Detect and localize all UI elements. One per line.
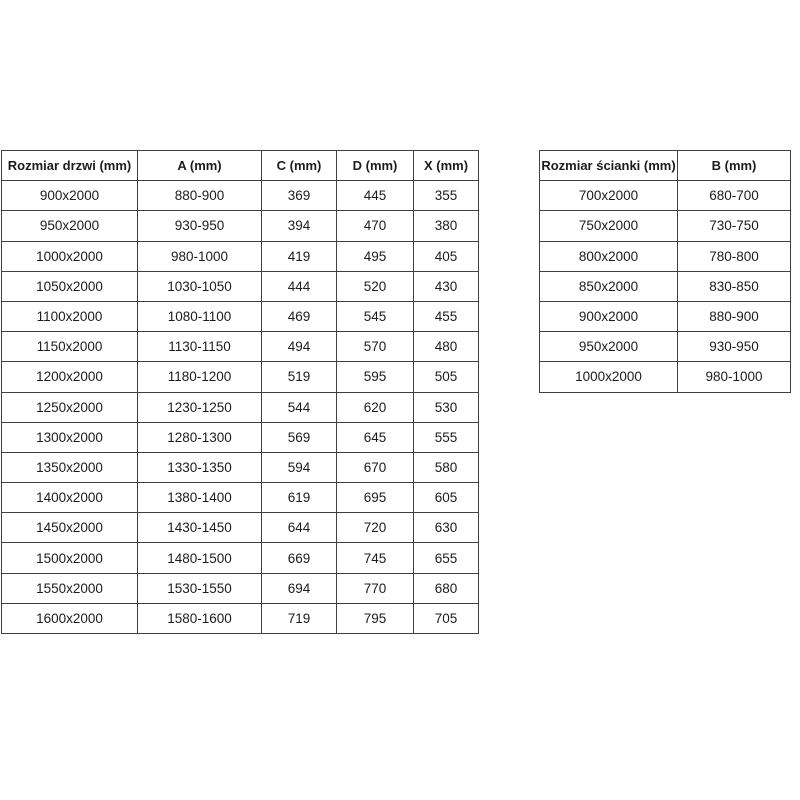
table-cell: 570 xyxy=(337,332,414,362)
table-cell: 545 xyxy=(337,301,414,331)
table-cell: 1400x2000 xyxy=(2,483,138,513)
table-cell: 730-750 xyxy=(678,211,791,241)
table-cell: 1530-1550 xyxy=(138,573,262,603)
table-cell: 980-1000 xyxy=(138,241,262,271)
table-cell: 530 xyxy=(414,392,479,422)
table-cell: 569 xyxy=(262,422,337,452)
door-size-table xyxy=(1,150,479,634)
table-cell: 1130-1150 xyxy=(138,332,262,362)
table-cell: 494 xyxy=(262,332,337,362)
table-cell: 1480-1500 xyxy=(138,543,262,573)
wall-table-header-row xyxy=(540,151,791,181)
table-row xyxy=(2,483,479,513)
table-cell: 520 xyxy=(337,271,414,301)
table-cell: 580 xyxy=(414,452,479,482)
table-cell: 1080-1100 xyxy=(138,301,262,331)
table-cell: 380 xyxy=(414,211,479,241)
table-cell: 1280-1300 xyxy=(138,422,262,452)
column-header: Rozmiar ścianki (mm) xyxy=(540,151,678,181)
table-cell: 950x2000 xyxy=(2,211,138,241)
table-row xyxy=(2,362,479,392)
table-cell: 644 xyxy=(262,513,337,543)
table-cell: 469 xyxy=(262,301,337,331)
table-cell: 930-950 xyxy=(138,211,262,241)
table-row xyxy=(2,573,479,603)
table-cell: 445 xyxy=(337,181,414,211)
table-row xyxy=(540,181,791,211)
table-cell: 430 xyxy=(414,271,479,301)
wall-size-table xyxy=(539,150,791,393)
table-row xyxy=(540,211,791,241)
table-cell: 1050x2000 xyxy=(2,271,138,301)
table-cell: 795 xyxy=(337,603,414,633)
table-cell: 900x2000 xyxy=(540,301,678,331)
table-cell: 1350x2000 xyxy=(2,452,138,482)
table-cell: 1430-1450 xyxy=(138,513,262,543)
table-cell: 655 xyxy=(414,543,479,573)
table-row xyxy=(2,181,479,211)
table-cell: 555 xyxy=(414,422,479,452)
table-cell: 619 xyxy=(262,483,337,513)
table-cell: 1300x2000 xyxy=(2,422,138,452)
column-header: A (mm) xyxy=(138,151,262,181)
table-cell: 1330-1350 xyxy=(138,452,262,482)
table-cell: 1030-1050 xyxy=(138,271,262,301)
table-cell: 1380-1400 xyxy=(138,483,262,513)
table-cell: 594 xyxy=(262,452,337,482)
table-cell: 880-900 xyxy=(138,181,262,211)
table-cell: 719 xyxy=(262,603,337,633)
table-cell: 1180-1200 xyxy=(138,362,262,392)
table-row xyxy=(2,211,479,241)
table-cell: 669 xyxy=(262,543,337,573)
table-cell: 620 xyxy=(337,392,414,422)
table-cell: 705 xyxy=(414,603,479,633)
table-cell: 930-950 xyxy=(678,332,791,362)
table-row xyxy=(2,392,479,422)
table-cell: 1200x2000 xyxy=(2,362,138,392)
column-header: B (mm) xyxy=(678,151,791,181)
table-row xyxy=(540,241,791,271)
table-cell: 505 xyxy=(414,362,479,392)
door-table-header-row xyxy=(2,151,479,181)
table-cell: 645 xyxy=(337,422,414,452)
table-row xyxy=(2,241,479,271)
table-cell: 1000x2000 xyxy=(2,241,138,271)
table-cell: 980-1000 xyxy=(678,362,791,392)
table-cell: 694 xyxy=(262,573,337,603)
table-cell: 369 xyxy=(262,181,337,211)
table-cell: 1230-1250 xyxy=(138,392,262,422)
table-cell: 695 xyxy=(337,483,414,513)
table-cell: 680 xyxy=(414,573,479,603)
table-row xyxy=(540,332,791,362)
table-cell: 830-850 xyxy=(678,271,791,301)
table-cell: 780-800 xyxy=(678,241,791,271)
wall-table-body xyxy=(540,181,791,392)
table-cell: 419 xyxy=(262,241,337,271)
table-cell: 745 xyxy=(337,543,414,573)
table-cell: 670 xyxy=(337,452,414,482)
table-cell: 880-900 xyxy=(678,301,791,331)
table-cell: 519 xyxy=(262,362,337,392)
table-cell: 850x2000 xyxy=(540,271,678,301)
table-row xyxy=(2,332,479,362)
table-cell: 770 xyxy=(337,573,414,603)
table-cell: 720 xyxy=(337,513,414,543)
column-header: X (mm) xyxy=(414,151,479,181)
table-cell: 1450x2000 xyxy=(2,513,138,543)
table-cell: 1580-1600 xyxy=(138,603,262,633)
table-row xyxy=(540,362,791,392)
table-cell: 605 xyxy=(414,483,479,513)
table-row xyxy=(540,301,791,331)
door-table-body xyxy=(2,181,479,634)
table-cell: 470 xyxy=(337,211,414,241)
table-row xyxy=(2,422,479,452)
table-row xyxy=(2,603,479,633)
table-cell: 680-700 xyxy=(678,181,791,211)
table-cell: 1500x2000 xyxy=(2,543,138,573)
table-cell: 630 xyxy=(414,513,479,543)
table-cell: 1550x2000 xyxy=(2,573,138,603)
table-cell: 544 xyxy=(262,392,337,422)
table-cell: 750x2000 xyxy=(540,211,678,241)
table-cell: 1100x2000 xyxy=(2,301,138,331)
table-row xyxy=(2,452,479,482)
table-cell: 444 xyxy=(262,271,337,301)
table-cell: 405 xyxy=(414,241,479,271)
table-row xyxy=(2,271,479,301)
table-cell: 394 xyxy=(262,211,337,241)
table-row xyxy=(2,513,479,543)
table-cell: 1600x2000 xyxy=(2,603,138,633)
table-cell: 1150x2000 xyxy=(2,332,138,362)
table-cell: 700x2000 xyxy=(540,181,678,211)
table-cell: 1250x2000 xyxy=(2,392,138,422)
column-header: Rozmiar drzwi (mm) xyxy=(2,151,138,181)
table-cell: 495 xyxy=(337,241,414,271)
table-cell: 900x2000 xyxy=(2,181,138,211)
table-cell: 1000x2000 xyxy=(540,362,678,392)
table-cell: 950x2000 xyxy=(540,332,678,362)
column-header: C (mm) xyxy=(262,151,337,181)
table-cell: 480 xyxy=(414,332,479,362)
table-cell: 355 xyxy=(414,181,479,211)
table-cell: 455 xyxy=(414,301,479,331)
table-row xyxy=(2,301,479,331)
table-row xyxy=(2,543,479,573)
column-header: D (mm) xyxy=(337,151,414,181)
table-cell: 595 xyxy=(337,362,414,392)
table-cell: 800x2000 xyxy=(540,241,678,271)
table-row xyxy=(540,271,791,301)
